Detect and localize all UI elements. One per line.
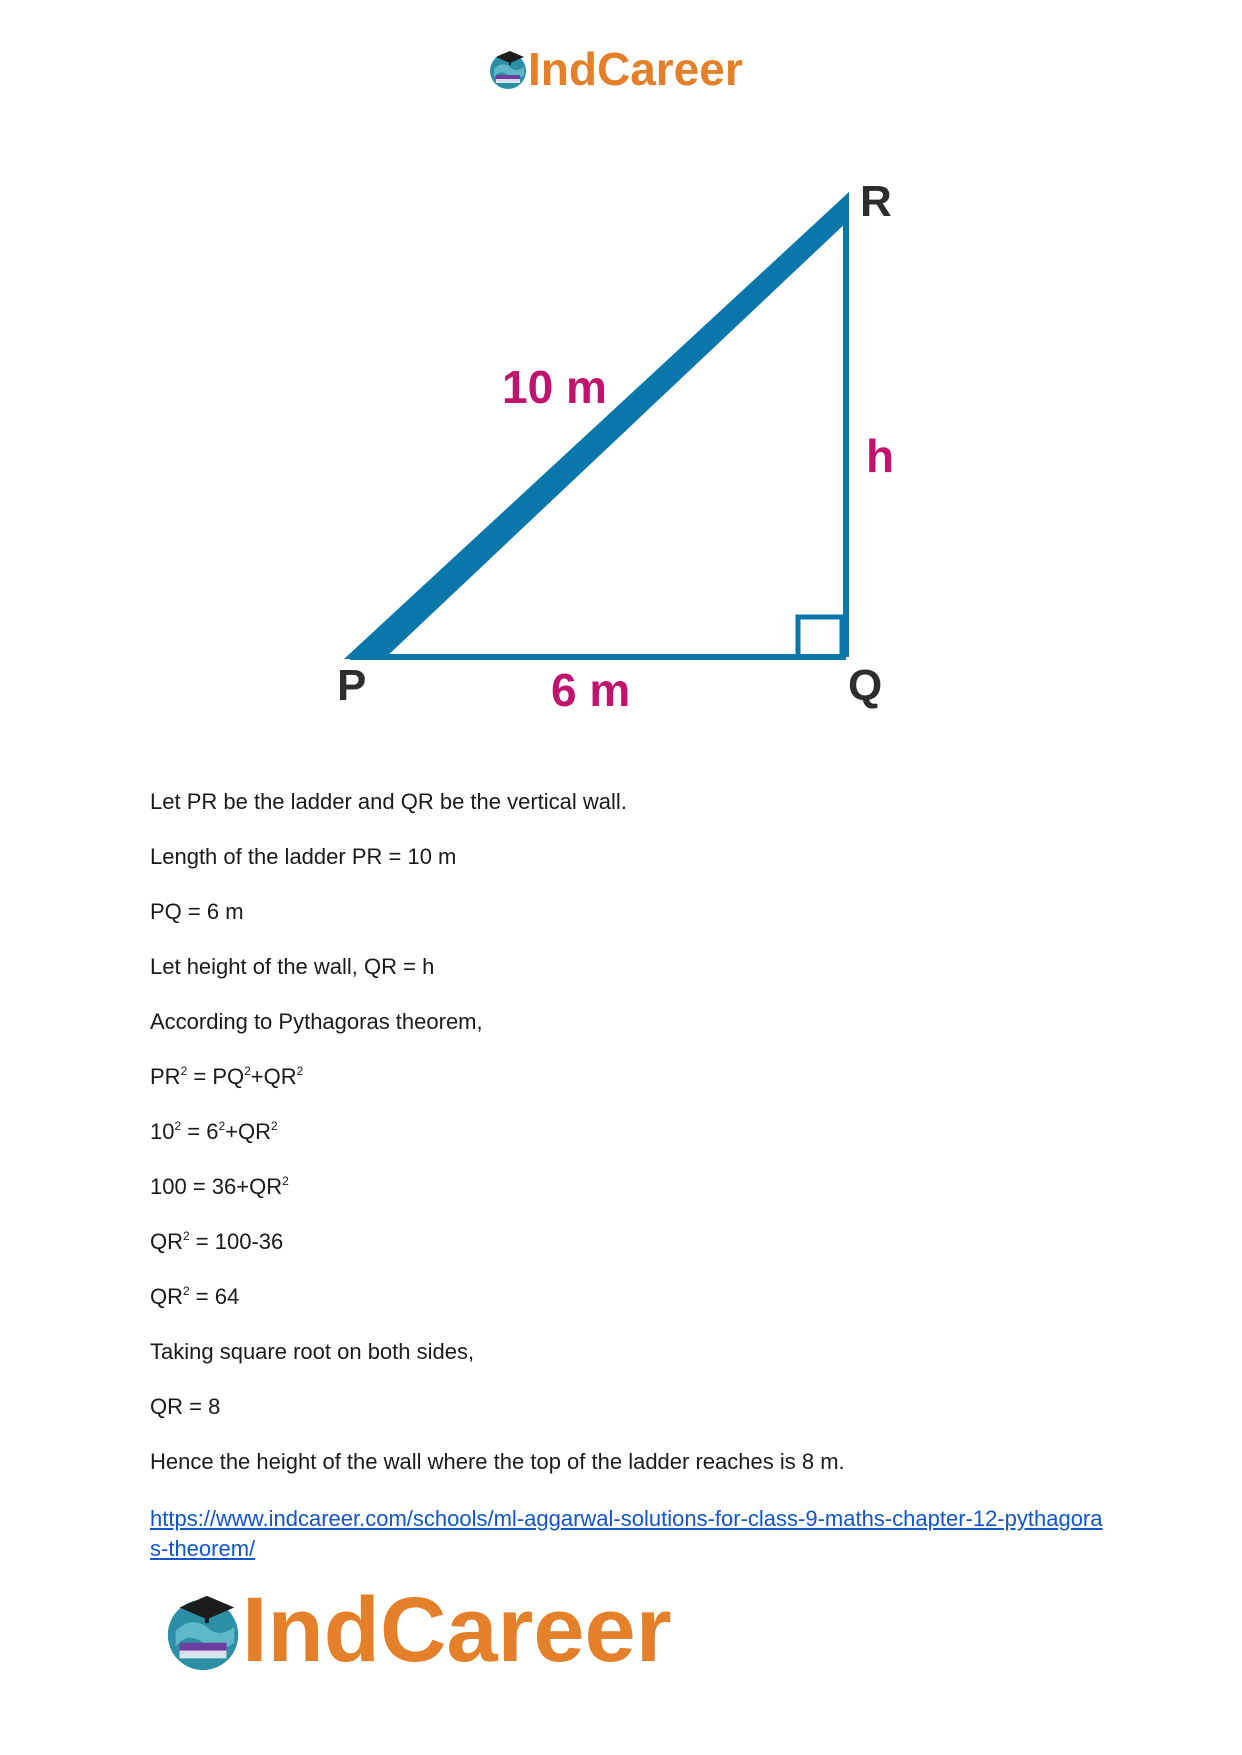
- solution-line: Taking square root on both sides,: [150, 1339, 475, 1364]
- solution-line: Length of the ladder PR = 10 m: [150, 844, 457, 869]
- footer-logo: [160, 1578, 672, 1683]
- solution-line: Let PR be the ladder and QR be the vertical wall.: [150, 789, 627, 814]
- equation-line: $10^2 = 6^2+QR^2$: [150, 1119, 278, 1144]
- equation-line: $QR^2 = 100-36$: [150, 1229, 284, 1254]
- solution-line: According to Pythagoras theorem,: [150, 1009, 483, 1034]
- right-angle-marker: [798, 617, 842, 657]
- vertex-r-label: R: [860, 177, 892, 226]
- solution-line: QR = 8: [150, 1394, 221, 1419]
- equation-line: $100 = 36+QR^2$: [150, 1174, 289, 1199]
- source-link[interactable]: https://www.indcareer.com/schools/ml-aggarwal-solutions-for-class-9-maths-chapter-12-pythagoras-theorem/: [150, 1506, 1103, 1561]
- logo-text: IndCareer: [242, 1579, 672, 1681]
- hypotenuse-length-label: 10 m: [502, 361, 607, 413]
- logo-text: IndCareer: [528, 43, 743, 95]
- solution-conclusion: Hence the height of the wall where the top of the ladder reaches is 8 m.: [150, 1449, 845, 1474]
- equation-line: $PR^2 = PQ^2+QR^2$: [150, 1064, 304, 1089]
- solution-line: Let height of the wall, QR = h: [150, 954, 435, 979]
- equation-line: $QR^2 = 64$: [150, 1284, 240, 1309]
- base-length-label: 6 m: [551, 664, 631, 716]
- side-pr-ladder: [344, 192, 849, 659]
- solution-text: [150, 788, 1100, 1503]
- solution-line: PQ = 6 m: [150, 899, 244, 924]
- vertex-p-label: P: [337, 661, 367, 710]
- indcareer-globe-book-icon: [160, 1588, 246, 1674]
- vertex-q-label: Q: [848, 661, 883, 710]
- triangle-diagram: [0, 0, 1242, 760]
- height-label: h: [866, 430, 895, 482]
